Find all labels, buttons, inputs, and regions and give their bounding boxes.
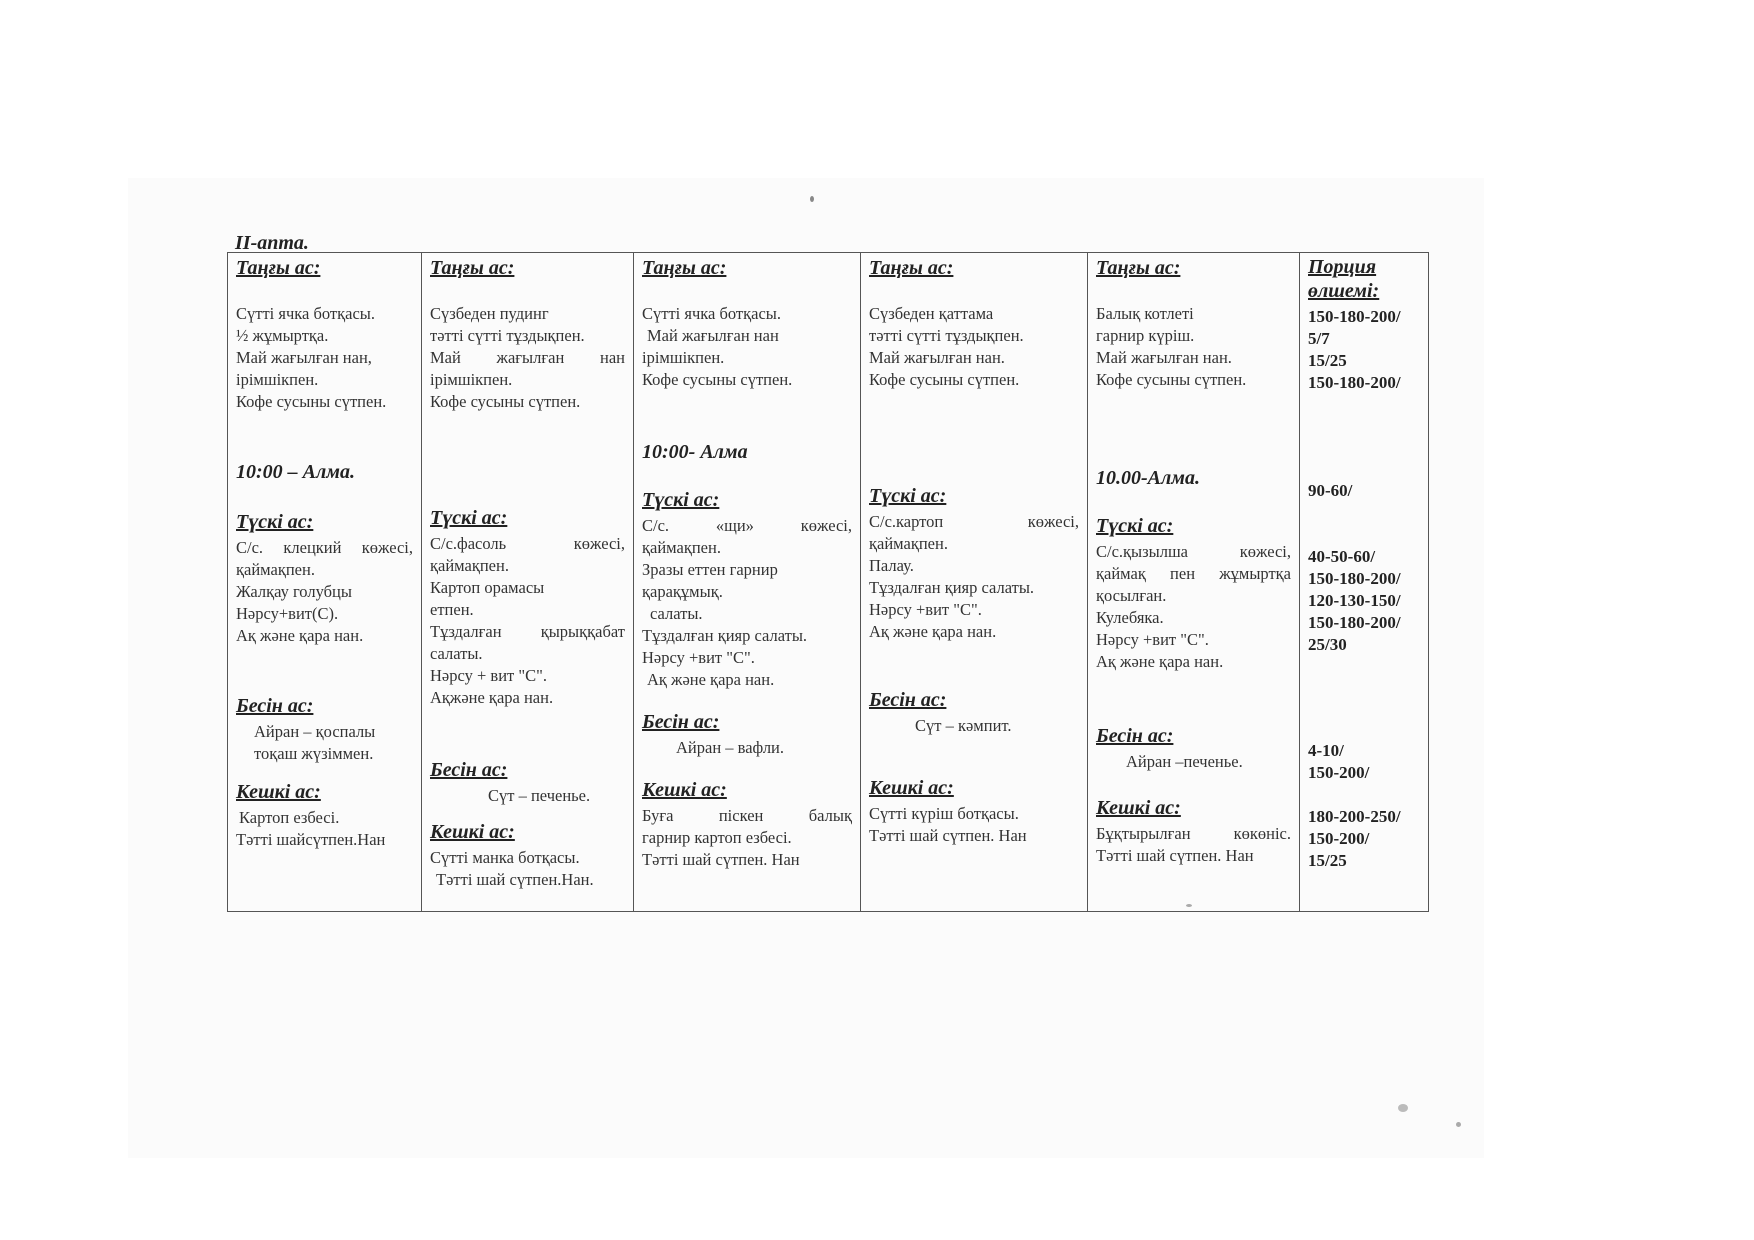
breakfast-heading: Таңғы ас: xyxy=(642,257,727,279)
snack-label: 10:00- Алма xyxy=(642,441,748,463)
menu-line: Палау. xyxy=(869,556,914,575)
portion-value: 4-10/ xyxy=(1308,741,1344,760)
afternoon-heading: Бесін ас: xyxy=(642,711,720,733)
menu-line: Картоп езбесі. xyxy=(239,808,340,827)
week-title: II-апта. xyxy=(235,232,309,254)
menu-line: етпен. xyxy=(430,600,474,619)
menu-line: қаймақпен. xyxy=(642,538,721,557)
menu-line: қаймақпен. xyxy=(430,556,509,575)
menu-line: Бұқтырылған көкөніс. xyxy=(1096,824,1291,843)
day-column-2 xyxy=(422,253,634,912)
menu-line: Сүтті манка ботқасы. xyxy=(430,848,580,867)
portion-value: 150-180-200/ xyxy=(1308,307,1401,326)
menu-line: салаты. xyxy=(430,644,483,663)
menu-line: Ақ және қара нан. xyxy=(869,622,997,641)
dinner-heading: Кешкі ас: xyxy=(236,781,321,803)
menu-line: Буға піскен балық xyxy=(642,806,852,825)
portion-value: 15/25 xyxy=(1308,351,1347,370)
dinner-items xyxy=(236,807,413,851)
menu-line: Нәрсу +вит "С". xyxy=(869,600,982,619)
scan-speck xyxy=(810,196,814,202)
menu-line: Сүзбеден пудинг xyxy=(430,304,549,323)
breakfast-items xyxy=(642,303,852,391)
menu-line: Айран –печенье. xyxy=(1126,752,1243,771)
menu-line: Тұздалған қияр салаты. xyxy=(869,578,1035,597)
portion-value: 180-200-250/ xyxy=(1308,807,1401,826)
menu-line: Картоп орамасы xyxy=(430,578,545,597)
scan-speck xyxy=(1186,904,1192,907)
portion-heading-1: Порция xyxy=(1308,256,1377,278)
portion-value: 150-180-200/ xyxy=(1308,613,1401,632)
portion-value: 150-200/ xyxy=(1308,829,1370,848)
lunch-heading: Түскі ас: xyxy=(430,507,508,529)
menu-line: тәтті сүтті тұздықпен. xyxy=(430,326,585,345)
lunch-heading: Түскі ас: xyxy=(642,489,720,511)
menu-line: ½ жұмыртқа. xyxy=(236,326,329,345)
day-column-4 xyxy=(861,253,1088,912)
snack-label: 10.00-Алма. xyxy=(1096,467,1200,489)
breakfast-items xyxy=(430,303,625,413)
menu-line: Ақ және қара нан. xyxy=(647,670,775,689)
dinner-items xyxy=(430,847,625,891)
scan-speck xyxy=(1456,1122,1461,1127)
menu-line: Кулебяка. xyxy=(1096,608,1164,627)
portion-value: 150-180-200/ xyxy=(1308,373,1401,392)
menu-line: салаты. xyxy=(650,604,703,623)
breakfast-heading: Таңғы ас: xyxy=(869,257,954,279)
menu-line: Сүт – кәмпит. xyxy=(915,716,1012,735)
menu-line: Ақ және қара нан. xyxy=(236,626,364,645)
portion-column xyxy=(1300,253,1429,912)
lunch-items xyxy=(642,515,852,691)
portion-value: 150-180-200/ xyxy=(1308,569,1401,588)
menu-line: ірімшікпен. xyxy=(642,348,725,367)
menu-line: Кофе сусыны сүтпен. xyxy=(236,392,387,411)
afternoon-items xyxy=(1096,751,1291,773)
portion-value: 90-60/ xyxy=(1308,481,1353,500)
menu-line: Сүт – печенье. xyxy=(488,786,591,805)
menu-line: Тәтті шай сүтпен.Нан. xyxy=(436,870,594,889)
menu-line: Тәтті шай сүтпен. Нан xyxy=(869,826,1027,845)
menu-line: гарнир күріш. xyxy=(1096,326,1195,345)
afternoon-heading: Бесін ас: xyxy=(869,689,947,711)
menu-line: тәтті сүтті тұздықпен. xyxy=(869,326,1024,345)
menu-line: Кофе сусыны сүтпен. xyxy=(642,370,793,389)
menu-line: Зразы еттен гарнир xyxy=(642,560,778,579)
afternoon-items xyxy=(236,721,413,765)
menu-line: Нәрсу+вит(С). xyxy=(236,604,339,623)
menu-line: Сүтті ячка ботқасы. xyxy=(236,304,376,323)
afternoon-heading: Бесін ас: xyxy=(1096,725,1174,747)
afternoon-items xyxy=(642,737,852,759)
afternoon-items xyxy=(430,785,625,807)
menu-line: Нәрсу + вит "С". xyxy=(430,666,547,685)
menu-line: қаймақпен. xyxy=(236,560,315,579)
breakfast-items xyxy=(869,303,1079,391)
day-column-5 xyxy=(1088,253,1300,912)
portion-value: 150-200/ xyxy=(1308,763,1370,782)
menu-line: Нәрсу +вит "С". xyxy=(642,648,755,667)
afternoon-heading: Бесін ас: xyxy=(236,695,314,717)
breakfast-heading: Таңғы ас: xyxy=(236,257,321,279)
menu-line: Май жағылған нан xyxy=(647,326,779,345)
menu-line: С/с.картоп көжесі, xyxy=(869,512,1079,531)
menu-line: Нәрсу +вит "С". xyxy=(1096,630,1209,649)
lunch-heading: Түскі ас: xyxy=(869,485,947,507)
dinner-heading: Кешкі ас: xyxy=(430,821,515,843)
menu-line: Ақжәне қара нан. xyxy=(430,688,554,707)
menu-line: Айран – қоспалы xyxy=(254,722,376,741)
menu-line: Сүтті күріш ботқасы. xyxy=(869,804,1019,823)
menu-line: ірімшікпен. xyxy=(430,370,513,389)
menu-line: Тәтті шай сүтпен. Нан xyxy=(642,850,800,869)
menu-line: Айран – вафли. xyxy=(676,738,785,757)
lunch-items xyxy=(236,537,413,647)
lunch-items xyxy=(1096,541,1291,673)
day-column-3 xyxy=(634,253,861,912)
breakfast-items xyxy=(1096,303,1291,391)
menu-line: Сүтті ячка ботқасы. xyxy=(642,304,782,323)
menu-line: Тәтті шай сүтпен. Нан xyxy=(1096,846,1254,865)
menu-line: Май жағылған нан xyxy=(430,348,625,367)
lunch-heading: Түскі ас: xyxy=(1096,515,1174,537)
menu-line: Кофе сусыны сүтпен. xyxy=(869,370,1020,389)
menu-line: Тәтті шайсүтпен.Нан xyxy=(236,830,386,849)
menu-line: тоқаш жүзіммен. xyxy=(254,744,374,763)
menu-line: Май жағылған нан. xyxy=(1096,348,1232,367)
menu-line: қаймақ пен жұмыртқа xyxy=(1096,564,1291,583)
portion-value: 5/7 xyxy=(1308,329,1330,348)
dinner-heading: Кешкі ас: xyxy=(642,779,727,801)
breakfast-heading: Таңғы ас: xyxy=(430,257,515,279)
afternoon-items xyxy=(869,715,1079,737)
menu-line: қарақұмық. xyxy=(642,582,723,601)
snack-label: 10:00 – Алма. xyxy=(236,461,355,483)
scan-speck xyxy=(1398,1104,1408,1112)
menu-line: С/с. «щи» көжесі, xyxy=(642,516,852,535)
portion-value: 40-50-60/ xyxy=(1308,547,1376,566)
menu-line: Сүзбеден қаттама xyxy=(869,304,994,323)
menu-line: қаймақпен. xyxy=(869,534,948,553)
menu-line: С/с.фасоль көжесі, xyxy=(430,534,625,553)
menu-line: Ақ және қара нан. xyxy=(1096,652,1224,671)
breakfast-heading: Таңғы ас: xyxy=(1096,257,1181,279)
menu-line: ірімшікпен. xyxy=(236,370,319,389)
day-column-1 xyxy=(228,253,422,912)
portion-value: 120-130-150/ xyxy=(1308,591,1401,610)
portion-heading-2: өлшемі: xyxy=(1308,280,1380,302)
breakfast-items xyxy=(236,303,413,413)
menu-line: С/с.қызылша көжесі, xyxy=(1096,542,1291,561)
menu-line: гарнир картоп езбесі. xyxy=(642,828,792,847)
menu-line: Балық котлеті xyxy=(1096,304,1194,323)
afternoon-heading: Бесін ас: xyxy=(430,759,508,781)
menu-line: Кофе сусыны сүтпен. xyxy=(1096,370,1247,389)
dinner-items xyxy=(1096,823,1291,867)
portion-value: 25/30 xyxy=(1308,635,1347,654)
lunch-items xyxy=(869,511,1079,643)
menu-line: Тұздалған қияр салаты. xyxy=(642,626,808,645)
menu-line: Тұздалған қырыққабат xyxy=(430,622,625,641)
portion-value: 15/25 xyxy=(1308,851,1347,870)
lunch-items xyxy=(430,533,625,709)
menu-line: Май жағылған нан, xyxy=(236,348,372,367)
dinner-heading: Кешкі ас: xyxy=(1096,797,1181,819)
dinner-items xyxy=(642,805,852,871)
menu-line: С/с. клецкий көжесі, xyxy=(236,538,413,557)
menu-line: Жалқау голубцы xyxy=(236,582,352,601)
menu-line: Кофе сусыны сүтпен. xyxy=(430,392,581,411)
dinner-heading: Кешкі ас: xyxy=(869,777,954,799)
weekly-menu-table xyxy=(227,252,1429,912)
lunch-heading: Түскі ас: xyxy=(236,511,314,533)
menu-line: қосылған. xyxy=(1096,586,1167,605)
dinner-items xyxy=(869,803,1079,847)
menu-line: Май жағылған нан. xyxy=(869,348,1005,367)
